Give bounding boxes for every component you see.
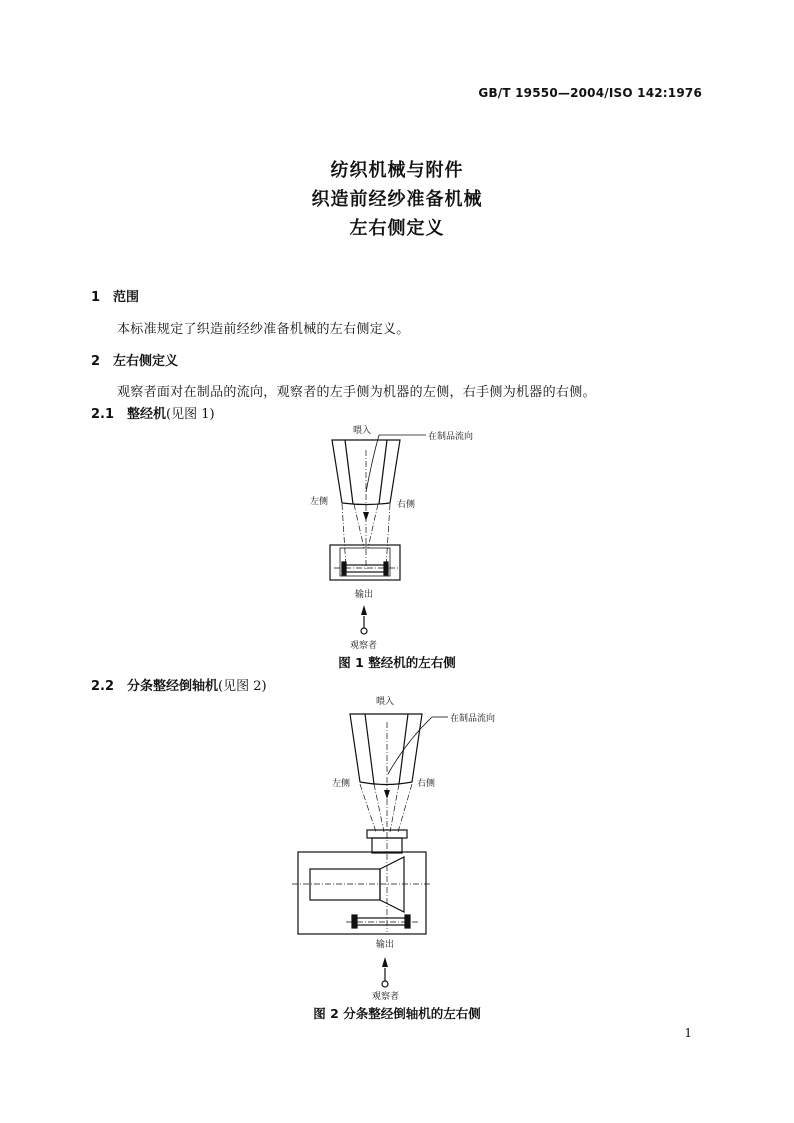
- section-number: 2.1: [91, 407, 115, 422]
- section-number: 1: [91, 290, 101, 305]
- label-flow: 在制品流向: [428, 432, 474, 442]
- projection-line: [374, 784, 384, 832]
- projection-line: [398, 784, 412, 832]
- projection-line: [368, 504, 378, 548]
- machine-frame: [330, 545, 400, 580]
- flow-arrow: [363, 512, 369, 521]
- beam-flange: [352, 915, 357, 928]
- projection-line: [354, 504, 364, 548]
- figure-2-caption: 图 2 分条整经倒轴机的左右侧: [313, 1006, 481, 1021]
- projection-line: [386, 504, 390, 568]
- drum: [310, 869, 380, 900]
- section-1-text: 本标准规定了织造前经纱准备机械的左右侧定义。: [117, 322, 410, 337]
- hopper-inner-line: [399, 714, 408, 784]
- label-left: 左侧: [310, 497, 329, 507]
- label-right: 右侧: [397, 500, 416, 510]
- label-right: 右侧: [417, 779, 436, 789]
- section-2-2-heading: [91, 675, 267, 694]
- hopper-inner-line: [365, 714, 374, 784]
- section-1-heading: [91, 286, 139, 305]
- standard-code: GB/T 19550—2004/ISO 142:1976: [478, 86, 702, 100]
- figure-1-diagram: [290, 420, 510, 650]
- projection-line: [342, 504, 346, 568]
- label-out: 输出: [355, 590, 374, 600]
- observer-arrow: [382, 957, 388, 967]
- feed-hopper: [350, 714, 422, 785]
- label-in: 喂入: [376, 697, 395, 707]
- label-in: 喂入: [353, 426, 372, 436]
- title-line-1: 纺织机械与附件: [330, 160, 464, 181]
- hopper-inner-line: [345, 440, 353, 504]
- title-line-3: 左右侧定义: [349, 218, 445, 239]
- figure-1-caption: 图 1 整经机的左右侧: [338, 655, 456, 670]
- figure-2-diagram: [290, 692, 530, 1004]
- section-2-1-heading: [91, 403, 215, 422]
- figure-reference: (见图 1): [166, 407, 215, 422]
- label-observer: 观察者: [350, 641, 378, 650]
- section-number: 2: [91, 354, 101, 369]
- projection-line: [360, 784, 376, 832]
- title-line-2: 织造前经纱准备机械: [311, 189, 483, 210]
- beam: [354, 918, 408, 925]
- label-out: 输出: [376, 940, 395, 950]
- section-title: 左右侧定义: [113, 354, 179, 369]
- beam: [342, 565, 388, 572]
- label-left: 左侧: [332, 779, 351, 789]
- flow-leader-line: [366, 435, 379, 492]
- observer-dot: [382, 981, 388, 987]
- section-2-heading: [91, 350, 178, 369]
- section-number: 2.2: [91, 679, 115, 694]
- label-flow: 在制品流向: [450, 714, 496, 724]
- section-title: 范围: [113, 290, 140, 305]
- page-number: 1: [684, 1026, 692, 1040]
- section-title: 整经机: [127, 407, 167, 422]
- drum-cone: [380, 857, 404, 912]
- section-title: 分条整经倒轴机: [127, 679, 219, 694]
- flow-arrow: [384, 790, 390, 799]
- figure-reference: (见图 2): [218, 679, 267, 694]
- projection-line: [390, 784, 399, 832]
- beam-flange: [405, 915, 410, 928]
- flow-leader-line: [388, 717, 432, 774]
- section-2-text: 观察者面对在制品的流向，观察者的左手侧为机器的左侧，右手侧为机器的右侧。: [117, 385, 596, 400]
- observer-arrow: [361, 605, 367, 615]
- label-observer: 观察者: [372, 992, 400, 1002]
- hopper-inner-line: [379, 440, 387, 504]
- observer-dot: [361, 628, 367, 634]
